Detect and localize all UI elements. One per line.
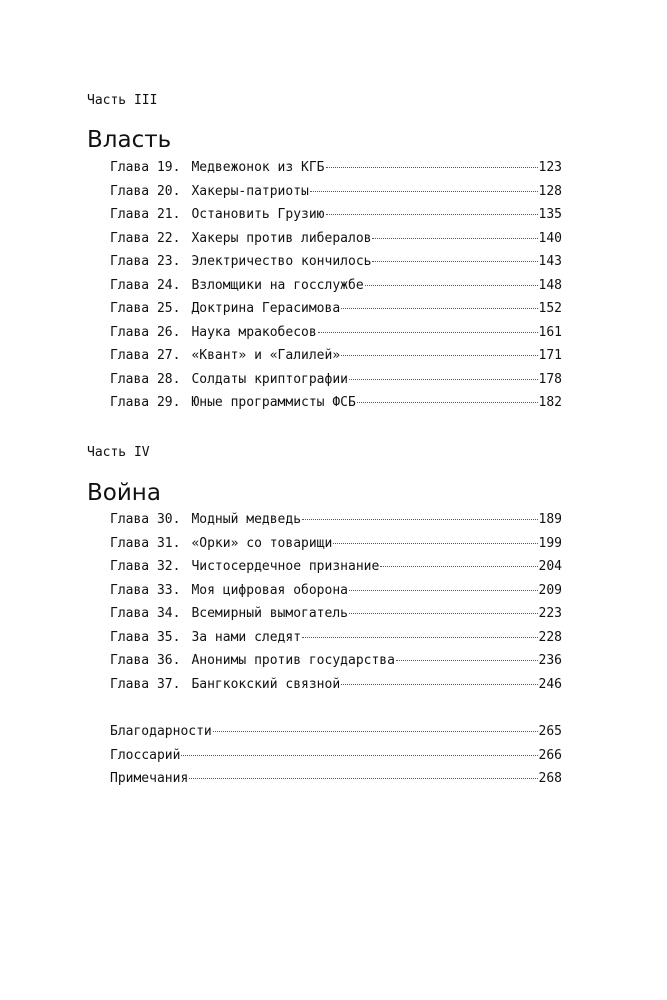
part-4-toc (110, 512, 562, 700)
page-number: 189 (538, 512, 562, 527)
chapter-title: Остановить Грузию (191, 207, 325, 222)
chapter-number: Глава 20. (110, 183, 181, 199)
page-number: 246 (538, 676, 562, 692)
chapter-title: «Квант» и «Галилей» (191, 348, 341, 363)
chapter-number: Глава 23. (110, 254, 181, 269)
dot-leader (349, 590, 538, 591)
chapter-number: Глава 33. (110, 582, 181, 598)
toc-entry[interactable] (110, 372, 562, 396)
toc-entry[interactable] (110, 748, 562, 772)
chapter-number: Глава 24. (110, 277, 181, 293)
page-number: 171 (538, 348, 562, 363)
dot-leader (396, 660, 538, 661)
chapter-title: Чистосердечное признание (191, 559, 380, 574)
toc-entry[interactable] (110, 395, 562, 419)
part-3-label: Часть III (87, 93, 158, 108)
chapter-number: Глава 27. (110, 348, 181, 363)
toc-entry[interactable] (110, 325, 562, 349)
chapter-title: Наука мракобесов (191, 324, 317, 340)
toc-entry[interactable] (110, 536, 562, 560)
page-number: 199 (538, 535, 562, 551)
back-matter-toc (110, 724, 562, 795)
toc-entry[interactable] (110, 254, 562, 278)
chapter-number: Глава 19. (110, 160, 181, 175)
chapter-number: Глава 37. (110, 676, 181, 692)
page-number: 182 (538, 395, 562, 410)
toc-entry[interactable] (110, 724, 562, 748)
dot-leader (372, 238, 537, 239)
chapter-title: Юные программисты ФСБ (191, 395, 356, 410)
chapter-number: Глава 21. (110, 207, 181, 222)
dot-leader (349, 379, 538, 380)
chapter-title: Хакеры против либералов (191, 230, 372, 246)
chapter-number: Глава 34. (110, 606, 181, 621)
chapter-title: Благодарности (110, 724, 212, 739)
dot-leader (318, 332, 538, 333)
chapter-title: Электричество кончилось (191, 254, 372, 269)
toc-entry[interactable] (110, 606, 562, 630)
dot-leader (333, 543, 537, 544)
toc-entry[interactable] (110, 348, 562, 372)
chapter-number: Глава 29. (110, 395, 181, 410)
chapter-title: Взломщики на госслужбе (191, 277, 364, 293)
page-number: 204 (538, 559, 562, 574)
chapter-number: Глава 30. (110, 512, 181, 527)
chapter-number: Глава 32. (110, 559, 181, 574)
dot-leader (181, 755, 537, 756)
chapter-number: Глава 31. (110, 535, 181, 551)
dot-leader (189, 778, 537, 779)
dot-leader (380, 566, 537, 567)
dot-leader (310, 191, 538, 192)
dot-leader (302, 519, 537, 520)
page-number: 178 (538, 371, 562, 387)
toc-entry[interactable] (110, 512, 562, 536)
page-number: 140 (538, 230, 562, 246)
toc-entry[interactable] (110, 653, 562, 677)
page-number: 209 (538, 582, 562, 598)
chapter-title: Глоссарий (110, 747, 181, 763)
dot-leader (341, 355, 537, 356)
chapter-title: Бангкокский связной (191, 676, 341, 692)
chapter-title: Доктрина Герасимова (191, 301, 341, 316)
part-4-label: Часть IV (87, 445, 150, 460)
chapter-number: Глава 25. (110, 301, 181, 316)
chapter-title: Примечания (110, 771, 189, 786)
page-number: 148 (538, 277, 562, 293)
page-number: 135 (538, 207, 562, 222)
chapter-number: Глава 36. (110, 653, 181, 668)
chapter-title: Медвежонок из КГБ (191, 160, 325, 175)
dot-leader (349, 613, 538, 614)
toc-entry[interactable] (110, 559, 562, 583)
dot-leader (326, 214, 538, 215)
chapter-title: Анонимы против государства (191, 653, 395, 668)
page-number: 143 (538, 254, 562, 269)
page-number: 265 (538, 724, 562, 739)
page-number: 266 (538, 747, 562, 763)
toc-entry[interactable] (110, 207, 562, 231)
dot-leader (302, 637, 537, 638)
chapter-title: «Орки» со товарищи (191, 535, 333, 551)
toc-entry[interactable] (110, 583, 562, 607)
chapter-title: Моя цифровая оборона (191, 582, 348, 598)
dot-leader (341, 308, 537, 309)
dot-leader (365, 285, 538, 286)
chapter-title: Всемирный вымогатель (191, 606, 348, 621)
part-3-toc (110, 160, 562, 419)
part-3-title: Власть (87, 127, 172, 153)
chapter-title: Модный медведь (191, 512, 302, 527)
dot-leader (213, 731, 538, 732)
page-number: 128 (538, 183, 562, 199)
page-number: 152 (538, 301, 562, 316)
toc-entry[interactable] (110, 771, 562, 795)
toc-entry[interactable] (110, 301, 562, 325)
chapter-title: Хакеры-патриоты (191, 183, 309, 199)
dot-leader (341, 684, 537, 685)
chapter-number: Глава 22. (110, 230, 181, 246)
part-4-title: Война (87, 480, 161, 506)
page-number: 123 (538, 160, 562, 175)
toc-entry[interactable] (110, 630, 562, 654)
toc-entry[interactable] (110, 184, 562, 208)
toc-entry[interactable] (110, 278, 562, 302)
page-number: 268 (538, 771, 562, 786)
toc-entry[interactable] (110, 677, 562, 701)
page-number: 228 (538, 629, 562, 645)
page-number: 161 (538, 324, 562, 340)
dot-leader (326, 167, 538, 168)
chapter-title: За нами следят (191, 629, 302, 645)
dot-leader (357, 402, 538, 403)
toc-entry[interactable] (110, 231, 562, 255)
page-number: 223 (538, 606, 562, 621)
chapter-number: Глава 26. (110, 324, 181, 340)
toc-entry[interactable] (110, 160, 562, 184)
page-number: 236 (538, 653, 562, 668)
chapter-number: Глава 28. (110, 371, 181, 387)
chapter-number: Глава 35. (110, 629, 181, 645)
chapter-title: Солдаты криптографии (191, 371, 348, 387)
dot-leader (372, 261, 537, 262)
